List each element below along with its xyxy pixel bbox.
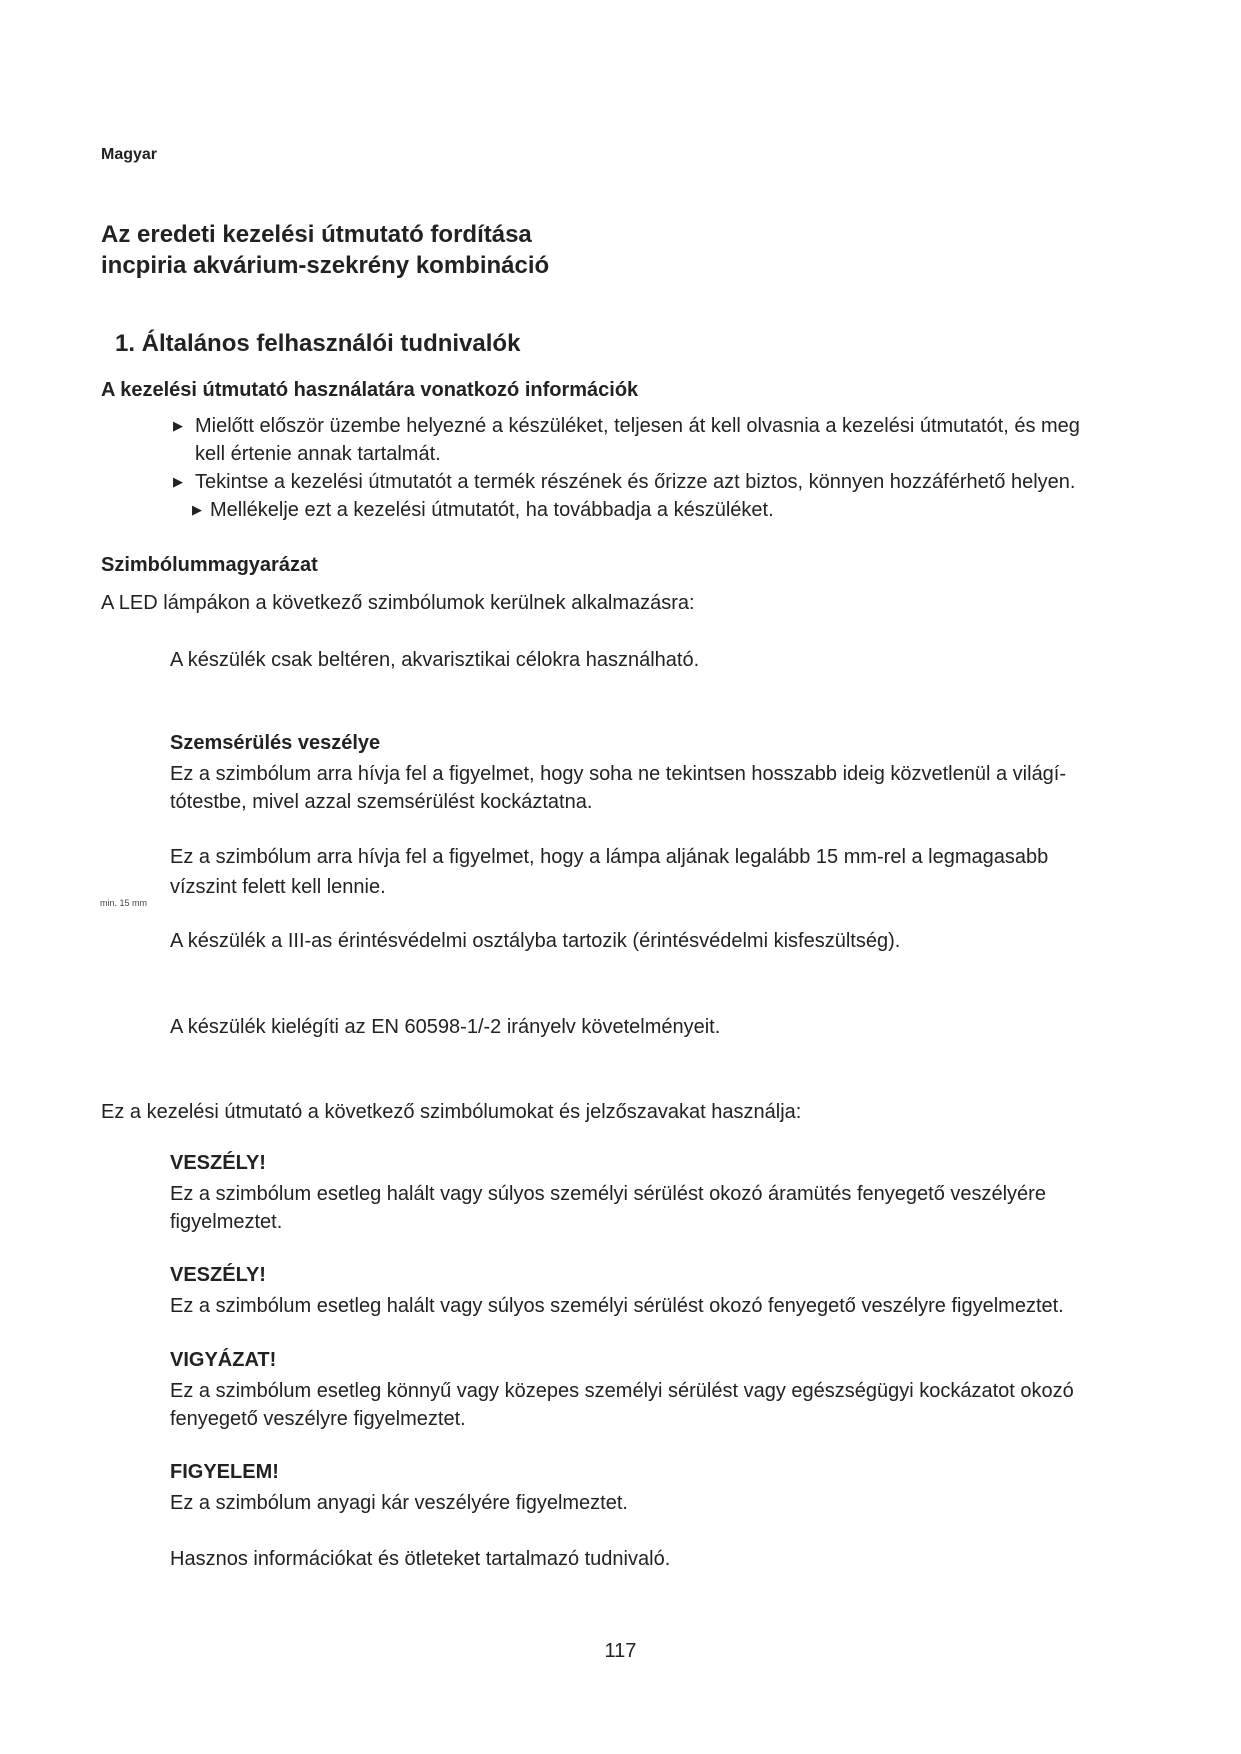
manual-usage-heading: A kezelési útmutató használatára vonatkozó információk <box>101 379 639 401</box>
danger-text: Ez a szimbólum esetleg halált vagy súlyos személyi sérülést okozó fenyegető veszélyre figyelmeztet. <box>170 1295 1064 1317</box>
bullet-marker: ▶ <box>173 474 183 489</box>
eye-hazard-title: Szemsérülés veszélye <box>170 732 381 754</box>
document-title <box>101 219 549 281</box>
protection-class-text: A készülék a III-as érintésvédelmi osztályba tartozik (érintésvédelmi kisfeszültség). <box>170 930 901 952</box>
section-heading: 1. Általános felhasználói tudnivalók <box>115 330 521 357</box>
danger-title: VESZÉLY! <box>170 1264 266 1286</box>
min-height-text-1: Ez a szimbólum arra hívja fel a figyelmet, hogy a lámpa aljának legalább 15 mm-rel a legmagasabb <box>170 846 1049 868</box>
language-label: Magyar <box>101 146 158 163</box>
page-number: 117 <box>604 1640 637 1662</box>
bullet-text: Mellékelje ezt a kezelési útmutatót, ha továbbadja a készüléket. <box>210 499 774 521</box>
en-compliance-text: A készülék kielégíti az EN 60598-1/-2 irányelv követelményeit. <box>170 1016 721 1038</box>
min-height-text-2: vízszint felett kell lennie. <box>170 876 386 898</box>
eye-hazard-text-1: Ez a szimbólum arra hívja fel a figyelmet, hogy soha ne tekintsen hosszabb ideig közvetlenül a világí- <box>170 763 1067 785</box>
danger-electric-text-2: figyelmeztet. <box>170 1211 283 1233</box>
symbols-heading: Szimbólummagyarázat <box>101 554 318 576</box>
caution-text-2: fenyegető veszélyre figyelmeztet. <box>170 1408 466 1430</box>
danger-electric-title: VESZÉLY! <box>170 1152 266 1174</box>
notice-text: Ez a szimbólum anyagi kár veszélyére figyelmeztet. <box>170 1492 628 1514</box>
bullet-item-3 <box>192 496 774 524</box>
eye-hazard-text-2: tótestbe, mivel azzal szemsérülést kockáztatna. <box>170 791 593 813</box>
caution-title: VIGYÁZAT! <box>170 1349 277 1371</box>
min-15mm-label: min. 15 mm <box>100 898 148 908</box>
indoor-use-text: A készülék csak beltéren, akvarisztikai célokra használható. <box>170 649 700 671</box>
bullet-text: Mielőtt először üzembe helyezné a készüléket, teljesen át kell olvasnia a kezelési útmutatót, és meg <box>195 415 1080 437</box>
bullet-marker: ▶ <box>173 418 183 433</box>
bullet-item-1-continued <box>195 440 441 468</box>
bullet-item-1 <box>173 412 1080 440</box>
tip-text: Hasznos információkat és ötleteket tartalmazó tudnivaló. <box>170 1548 671 1570</box>
title-line-2: incpiria akvárium-szekrény kombináció <box>101 252 550 279</box>
symbols-intro: A LED lámpákon a következő szimbólumok kerülnek alkalmazásra: <box>101 592 695 614</box>
bullet-item-2 <box>173 468 1076 496</box>
bullet-text: kell értenie annak tartalmát. <box>195 443 441 465</box>
bullet-text: Tekintse a kezelési útmutatót a termék részének és őrizze azt biztos, könnyen hozzáférhető helyen. <box>195 471 1076 493</box>
signal-words-intro: Ez a kezelési útmutató a következő szimbólumokat és jelzőszavakat használja: <box>101 1101 802 1123</box>
title-line-1: Az eredeti kezelési útmutató fordítása <box>101 221 532 248</box>
danger-electric-text-1: Ez a szimbólum esetleg halált vagy súlyos személyi sérülést okozó áramütés fenyegető veszélyére <box>170 1183 1046 1205</box>
bullet-marker: ▶ <box>192 502 202 517</box>
notice-title: FIGYELEM! <box>170 1461 279 1483</box>
caution-text-1: Ez a szimbólum esetleg könnyű vagy közepes személyi sérülést vagy egészségügyi kockázatot okozó <box>170 1380 1074 1402</box>
